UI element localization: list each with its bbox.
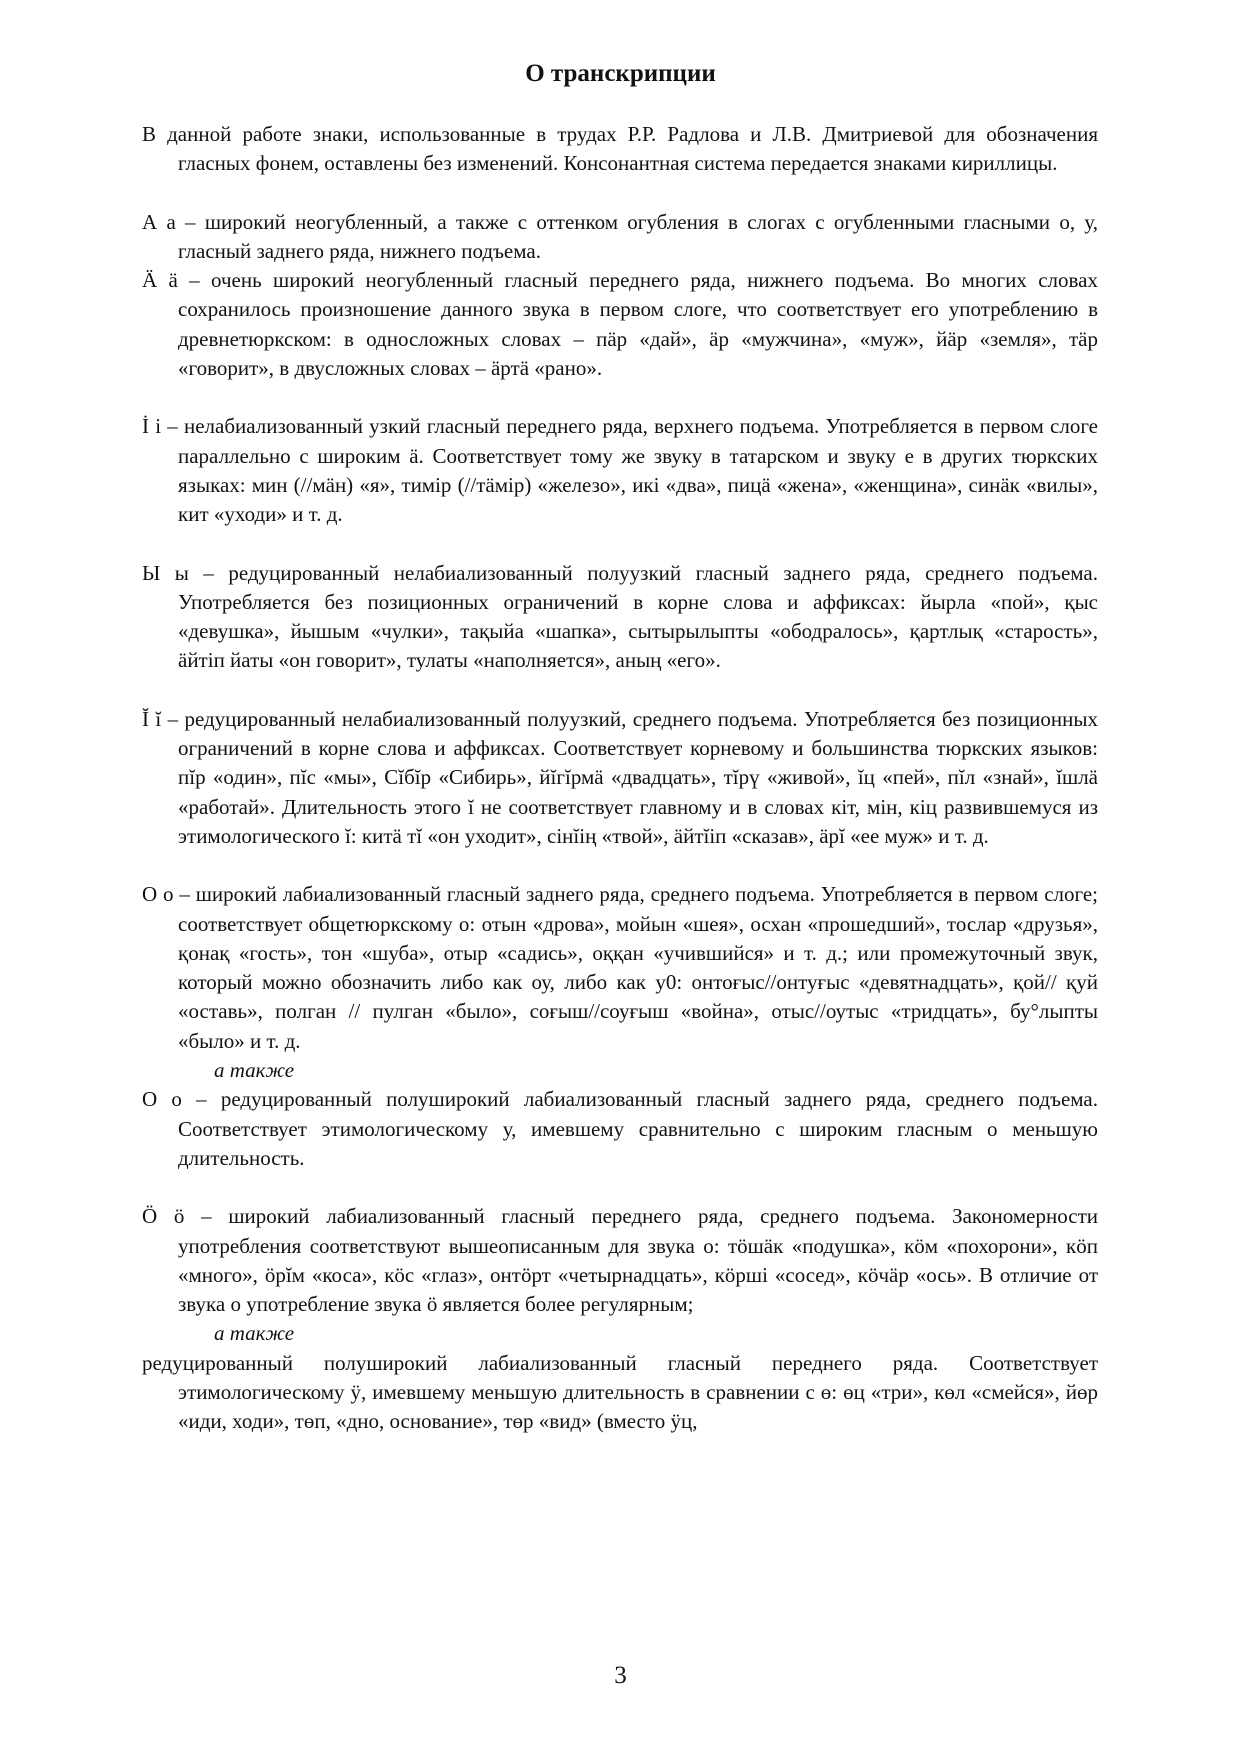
vowel-a-umlaut-paragraph: Ӓ ӓ – очень широкий неогубленный гласный переднего ряда, нижнего подъема. Во многих словах сохранилось произношение данного звука в первом слоге, что соответствует его употреблению в древнетюркском: в односложных словах – пӓр «дай», ӓр «мужчина», «муж», йӓр «земля», тӓр «говорит», в двусложных словах – ӓртӓ «рано». [142,268,1098,381]
vowel-i-breve-paragraph: Ĭ ĭ – редуцированный нелабиализованный полуузкий, среднего подъема. Употребляется без позиционных ограничений в корне слова и аффиксах. Соответствует корневому и большинства тюркских языков: пĭр «один», пĭс «мы», Сĭбĭр «Сибирь», йĭгĭрмӓ «двадцать», тĭрү «живой», ĭц «пей», пĭл «знай», ĭшлӓ «работай». Длительность этого ĭ не соответствует главному и в словах кіт, мін, кіц развившемуся из этимологического ĭ: китӓ тĭ «он уходит», сінĭің «твой», ӓйтĭіп «сказав», ӓрĭ «ее муж» и т. д. [142,706,1098,848]
intro-paragraph: В данной работе знаки, использованные в трудах Р.Р. Радлова и Л.В. Дмитриевой для обозначения гласных фонем, оставлены без изменений. Консонантная система передается знаками кириллицы. [142,122,1098,176]
vowel-y-paragraph: Ы ы – редуцированный нелабиализованный полуузкий гласный заднего ряда, среднего подъема. Употребляется без позиционных ограничений в корне слова и аффиксах: йырла «пой», қыс «девушка», йышым «чулки», тақыйа «шапка», сытырылыпты «ободралось», қартлық «старость», ӓйтіп йаты «он говорит», тулаты «наполняется», аның «его». [142,560,1098,673]
vowel-o-paragraph: О о – широкий лабиализованный гласный заднего ряда, среднего подъема. Употребляется в первом слоге; соответствует общетюркскому о: отын «дрова», мойын «шея», осхан «прошедший», тослар «друзья», қонақ «гость», тон «шуба», отыр «садись», оққан «учившийся» и т. д.; или промежуточный звук, который можно обозначить либо как оу, либо как у0: онтоғыс//онтуғыс «девятнадцать», қой// қуй «оставь», полган // пулган «было», соғыш//соуғыш «война», отыс//оутыс «тридцать», бу°лыпты «было» и т. д. [142,882,1098,1053]
also-note: а также [214,1321,295,1346]
vowel-i-paragraph: İ i – нелабиализованный узкий гласный переднего ряда, верхнего подъема. Употребляется в первом слоге параллельно с широким ӓ. Соответствует тому же звуку в татарском и звуку е в других тюркских языках: мин (//мӓн) «я», тимір (//тӓмір) «железо», икі «два», пицӓ «жена», «женщина», синӓк «вилы», кит «уходи» и т. д. [142,414,1098,527]
vowel-o-reduced-paragraph: О о – редуцированный полуширокий лабиализованный гласный заднего ряда, среднего подъема. Соответствует этимологическому у, имевшему сравнительно с широким гласным о меньшую длительность. [142,1087,1098,1170]
vowel-a-paragraph: А а – широкий неогубленный, а также с оттенком огубления в слогах с огубленными гласными о, у, гласный заднего ряда, нижнего подъема. [142,209,1098,263]
document-body [142,120,1098,1437]
page-title: О транскрипции [525,60,716,87]
vowel-o-umlaut-paragraph: Ӧ ӧ – широкий лабиализованный гласный переднего ряда, среднего подъема. Закономерности употребления соответствуют вышеописанным для звука о: тӧшӓк «подушка», кӧм «похорони», кӧп «много», ӧрĭм «коса», кӧс «глаз», онтӧрт «четырнадцать», кӧрші «сосед», кӧчӓр «ось». В отличие от звука о употребление звука ӧ является более регулярным; [142,1204,1098,1317]
vowel-o-umlaut-reduced-paragraph: редуцированный полуширокий лабиализованный гласный переднего ряда. Соответствует этимологическому ӱ, имевшему меньшую длительность в сравнении с ө: өц «три», көл «смейся», йөр «иди, ходи», төп, «дно, основание», төр «вид» (вместо ӱц, [142,1350,1098,1434]
page-number: 3 [614,1662,627,1689]
also-note: а также [214,1058,295,1083]
